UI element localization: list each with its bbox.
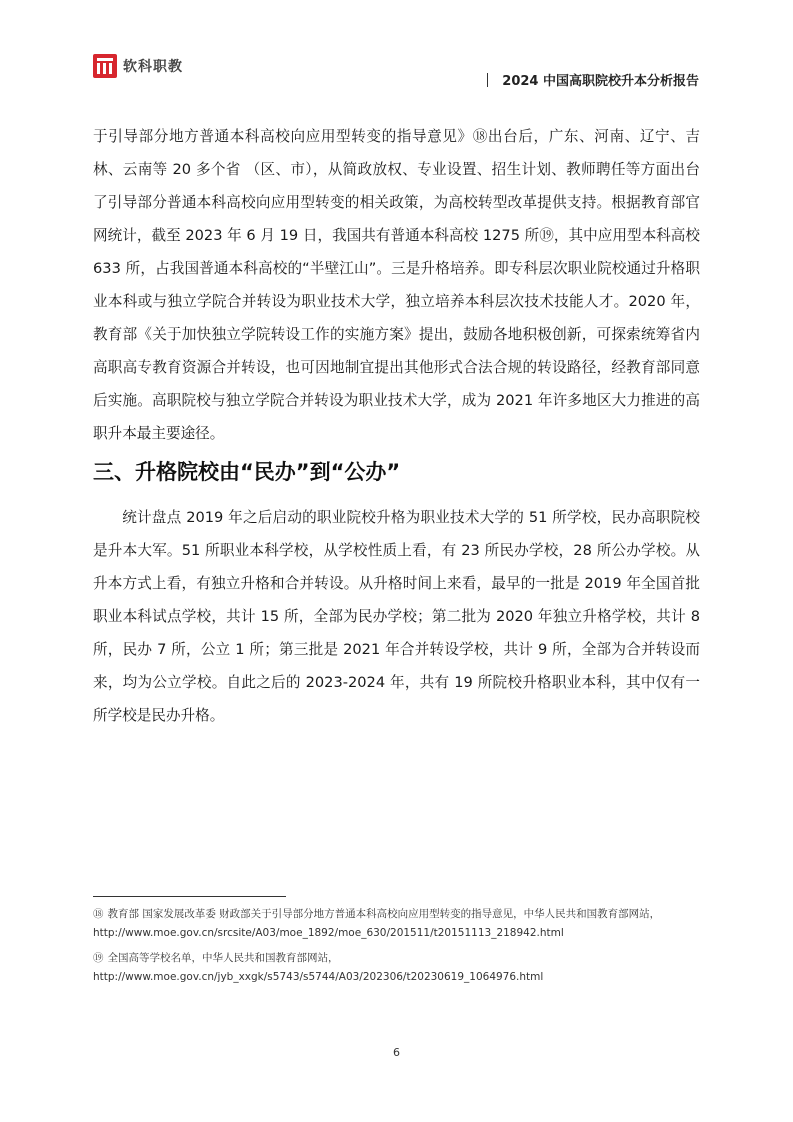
footnote-number: ⑱ (93, 908, 104, 920)
footnote-text: 全国高等学校名单，中华人民共和国教育部网站，http://www.moe.gov.cn/jyb_xxgk/s5743/s5744/A03/202306/t20230619_1064976.html (93, 952, 544, 983)
logo-text: 软科职教 (123, 59, 183, 75)
body-paragraph-1: 于引导部分地方普通本科高校向应用型转变的指导意见》⑱出台后，广东、河南、辽宁、吉林、云南等 20 多个省 （区、市），从简政放权、专业设置、招生计划、教师聘任等方面出台了引导部分普通本科高校向应用型转变的相关政策，为高校转型改革提供支持。根据教育部官网统计，截至 2023 年 6 月 19 日，我国共有普通本科高校 1275 所⑲，其中应用型本科高校 633 所，占我国普通本科高校的“半壁江山”。三是升格培养。即专科层次职业院校通过升格职业本科或与独立学院合并转设为职业技术大学，独立培养本科层次技术技能人才。2020 年，教育部《关于加快独立学院转设工作的实施方案》提出，鼓励各地积极创新，可探索统筹省内高职高专教育资源合并转设，也可因地制宜提出其他形式合法合规的转设路径，经教育部同意后实施。高职院校与独立学院合并转设为职业技术大学，成为 2021 年许多地区大力推进的高职升本最主要途径。 (93, 128, 700, 442)
footnote-18 (93, 905, 703, 943)
footnote-text: 教育部 国家发展改革委 财政部关于引导部分地方普通本科高校向应用型转变的指导意见，中华人民共和国教育部网站，http://www.moe.gov.cn/srcsite/A03/moe_1892/moe_630/201511/t20151113_218942.html (93, 908, 661, 939)
footnote-divider (93, 896, 286, 897)
report-title: 2024 中国高职院校升本分析报告 (502, 74, 699, 89)
report-header (487, 70, 699, 89)
footnote-number: ⑲ (93, 952, 104, 964)
section-heading: 三、升格院校由“民办”到“公办” (93, 460, 401, 484)
page-body (93, 120, 700, 732)
footnotes (93, 905, 703, 993)
body-paragraph-2: 统计盘点 2019 年之后启动的职业院校升格为职业技术大学的 51 所学校，民办高职院校是升本大军。51 所职业本科学校，从学校性质上看，有 23 所民办学校，28 所公办学校。从升本方式上看，有独立升格和合并转设。从升格时间上来看，最早的一批是 2019 年全国首批职业本科试点学校，共计 15 所，全部为民办学校；第二批为 2020 年独立升格学校，共计 8 所，民办 7 所，公立 1 所；第三批是 2021 年合并转设学校，共计 9 所，全部为合并转设而来，均为公立学校。自此之后的 2023-2024 年，共有 19 所院校升格职业本科，其中仅有一所学校是民办升格。 (93, 509, 700, 724)
page-number: 6 (393, 1046, 400, 1059)
logo-mark-icon (93, 54, 117, 78)
brand-logo (93, 54, 183, 78)
footnote-19 (93, 949, 703, 987)
header-separator (487, 73, 488, 87)
